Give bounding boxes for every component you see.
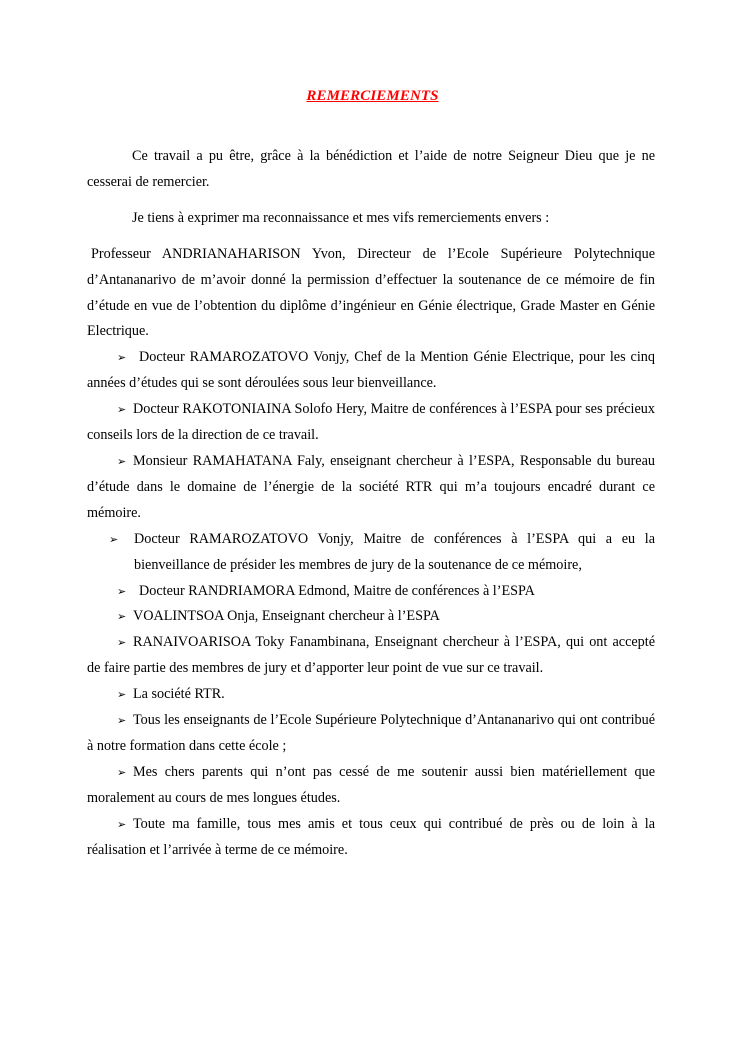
list-item-text: Monsieur RAMAHATANA Faly, enseignant chercheur à l’ESPA, Responsable du bureau d’étude dans le domaine de l’énergie de la société RTR qui m’a toujours encadré durant ce mémoire. (87, 452, 655, 521)
arrow-bullet-icon: ➢ (117, 351, 127, 365)
list-item-text: Docteur RAMAROZATOVO Vonjy, Chef de la Mention Génie Electrique, pour les cinq années d’études qui se sont déroulées sous leur bienveillance. (87, 349, 655, 392)
list-item (87, 579, 655, 605)
arrow-bullet-icon: ➢ (117, 688, 127, 702)
arrow-bullet-icon: ➢ (117, 584, 127, 598)
list-item (87, 760, 655, 812)
list-item-text: Docteur RANDRIAMORA Edmond, Maitre de conférences à l’ESPA (139, 582, 535, 599)
arrow-bullet-icon: ➢ (117, 454, 127, 468)
paragraph-professor: Professeur ANDRIANAHARISON Yvon, Directeur de l’Ecole Supérieure Polytechnique d’Antananarivo de m’avoir donné la permission d’effectuer la soutenance de ce mémoire de fin d’étude en vue de l’obtention du diplôme d’ingénieur en Génie électrique, Grade Master en Génie Electrique. (87, 245, 655, 340)
list-item (87, 345, 655, 397)
arrow-bullet-icon: ➢ (117, 636, 127, 650)
list-item (87, 527, 655, 579)
list-item (87, 449, 655, 527)
list-item (87, 604, 655, 630)
arrow-bullet-icon: ➢ (117, 403, 127, 417)
document-body (87, 144, 655, 863)
list-item-text: Toute ma famille, tous mes amis et tous ceux qui contribué de près ou de loin à la réalisation et l’arrivée à terme de ce mémoire. (87, 815, 655, 858)
list-item (87, 397, 655, 449)
list-item (87, 708, 655, 760)
list-item-text: Mes chers parents qui n’ont pas cessé de me soutenir aussi bien matériellement que moralement au cours de mes longues études. (87, 763, 655, 806)
paragraph-intro: Ce travail a pu être, grâce à la bénédiction et l’aide de notre Seigneur Dieu que je ne cesserai de remercier. (87, 148, 655, 190)
paragraph-lead-in: Je tiens à exprimer ma reconnaissance et mes vifs remerciements envers : (132, 209, 550, 226)
page-title: REMERCIEMENTS (306, 88, 439, 104)
list-item-text: VOALINTSOA Onja, Enseignant chercheur à l’ESPA (133, 608, 440, 625)
arrow-bullet-icon: ➢ (117, 610, 127, 624)
list-item-text: Docteur RAKOTONIAINA Solofo Hery, Maitre de conférences à l’ESPA pour ses précieux conseils lors de la direction de ce travail. (87, 401, 655, 444)
list-item (87, 682, 655, 708)
list-item (87, 812, 655, 864)
list-item-text: La société RTR. (133, 686, 225, 703)
list-item (87, 630, 655, 682)
list-item-text: RANAIVOARISOA Toky Fanambinana, Enseignant chercheur à l’ESPA, qui ont accepté de faire partie des membres de jury et d’apporter leur point de vue sur ce travail. (87, 634, 655, 677)
list-item-text: Tous les enseignants de l’Ecole Supérieure Polytechnique d’Antananarivo qui ont contribué à notre formation dans cette école ; (87, 712, 655, 754)
arrow-bullet-icon: ➢ (117, 714, 127, 728)
arrow-bullet-icon: ➢ (117, 817, 127, 831)
arrow-bullet-icon: ➢ (109, 532, 119, 546)
arrow-bullet-icon: ➢ (117, 765, 127, 779)
list-item-text: Docteur RAMAROZATOVO Vonjy, Maitre de conférences à l’ESPA qui a eu la bienveillance de présider les membres de jury de la soutenance de ce mémoire, (134, 530, 655, 573)
